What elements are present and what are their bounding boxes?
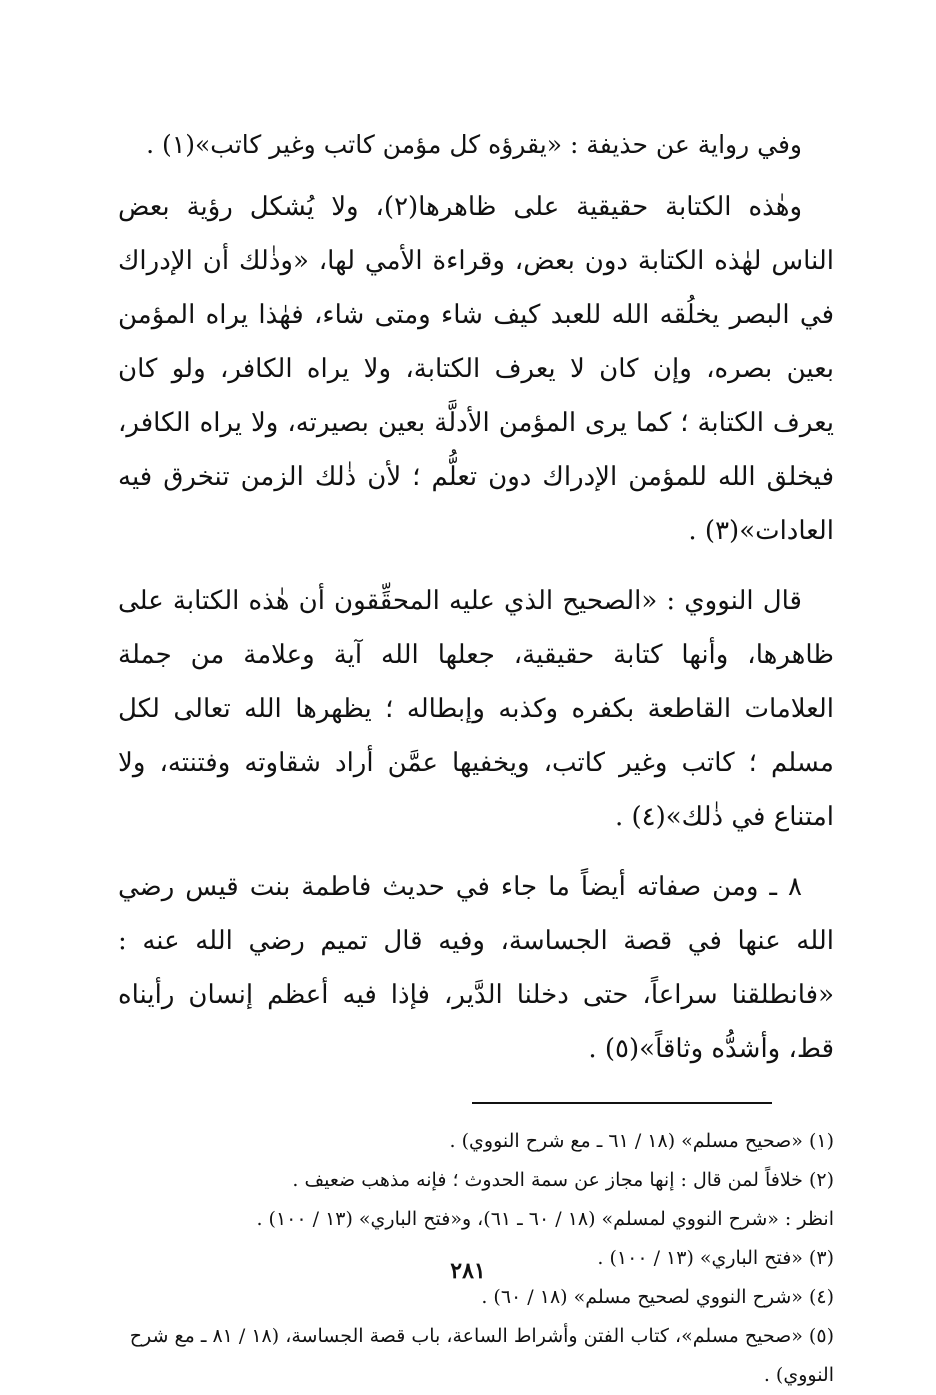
footnote-1: (١) «صحيح مسلم» (١٨ / ٦١ ـ مع شرح النووي) .: [449, 1130, 834, 1152]
footnote-5: (٥) «صحيح مسلم»، كتاب الفتن وأشراط الساعة، باب قصة الجساسة، (١٨ / ٨١ ـ مع شرح النووي) .: [129, 1325, 834, 1386]
body-paragraph-1: وفي رواية عن حذيفة : «يقرؤه كل مؤمن كاتب وغير كاتب»(١) .: [146, 130, 802, 159]
footnote-divider: [472, 1102, 772, 1104]
body-paragraph-2: وهٰذه الكتابة حقيقية على ظاهرها(٢)، ولا يُشكل رؤية بعض الناس لهٰذه الكتابة دون بعض، وقراءة الأمي لها، «وذٰلك أن الإدراك في البصر يخلُقه الله للعبد كيف شاء ومتى شاء، فهٰذا يراه المؤمن بعين بصره، وإن كان لا يعرف الكتابة، ولا يراه الكافر، ولو كان يعرف الكتابة ؛ كما يرى المؤمن الأدلَّة بعين بصيرته، ولا يراه الكافر، فيخلق الله للمؤمن الإدراك دون تعلُّم ؛ لأن ذٰلك الزمن تنخرق فيه العادات»(٣) .: [118, 192, 834, 546]
footnote-4: (٤) «شرح النووي لصحيح مسلم» (١٨ / ٦٠) .: [481, 1286, 834, 1308]
page-content: [118, 120, 834, 1395]
footnote-2-continuation: انظر : «شرح النووي لمسلم» (١٨ / ٦٠ ـ ٦١)، و«فتح الباري» (١٣ / ١٠٠) .: [256, 1208, 834, 1230]
footnote-3: (٣) «فتح الباري» (١٣ / ١٠٠) .: [597, 1247, 834, 1269]
body-paragraph-4: ٨ ـ ومن صفاته أيضاً ما جاء في حديث فاطمة بنت قيس رضي الله عنها في قصة الجساسة، وفيه قال تميم رضي الله عنه : «فانطلقنا سراعاً، حتى دخلنا الدَّير، فإذا فيه أعظم إنسان رأيناه قط، وأشدُّه وثاقاً»(٥) .: [118, 872, 834, 1064]
body-paragraph-3: قال النووي : «الصحيح الذي عليه المحقِّقون أن هٰذه الكتابة على ظاهرها، وأنها كتابة حقيقية، جعلها الله آية وعلامة من جملة العلامات القاطعة بكفره وكذبه وإبطاله ؛ يظهرها الله تعالى لكل مسلم ؛ كاتب وغير كاتب، ويخفيها عمَّن أراد شقاوته وفتنته، ولا امتناع في ذٰلك»(٤) .: [118, 586, 834, 832]
page-number: ٢٨١: [450, 1258, 486, 1284]
footnote-2: (٢) خلافاً لمن قال : إنها مجاز عن سمة الحدوث ؛ فإنه مذهب ضعيف .: [292, 1169, 834, 1191]
